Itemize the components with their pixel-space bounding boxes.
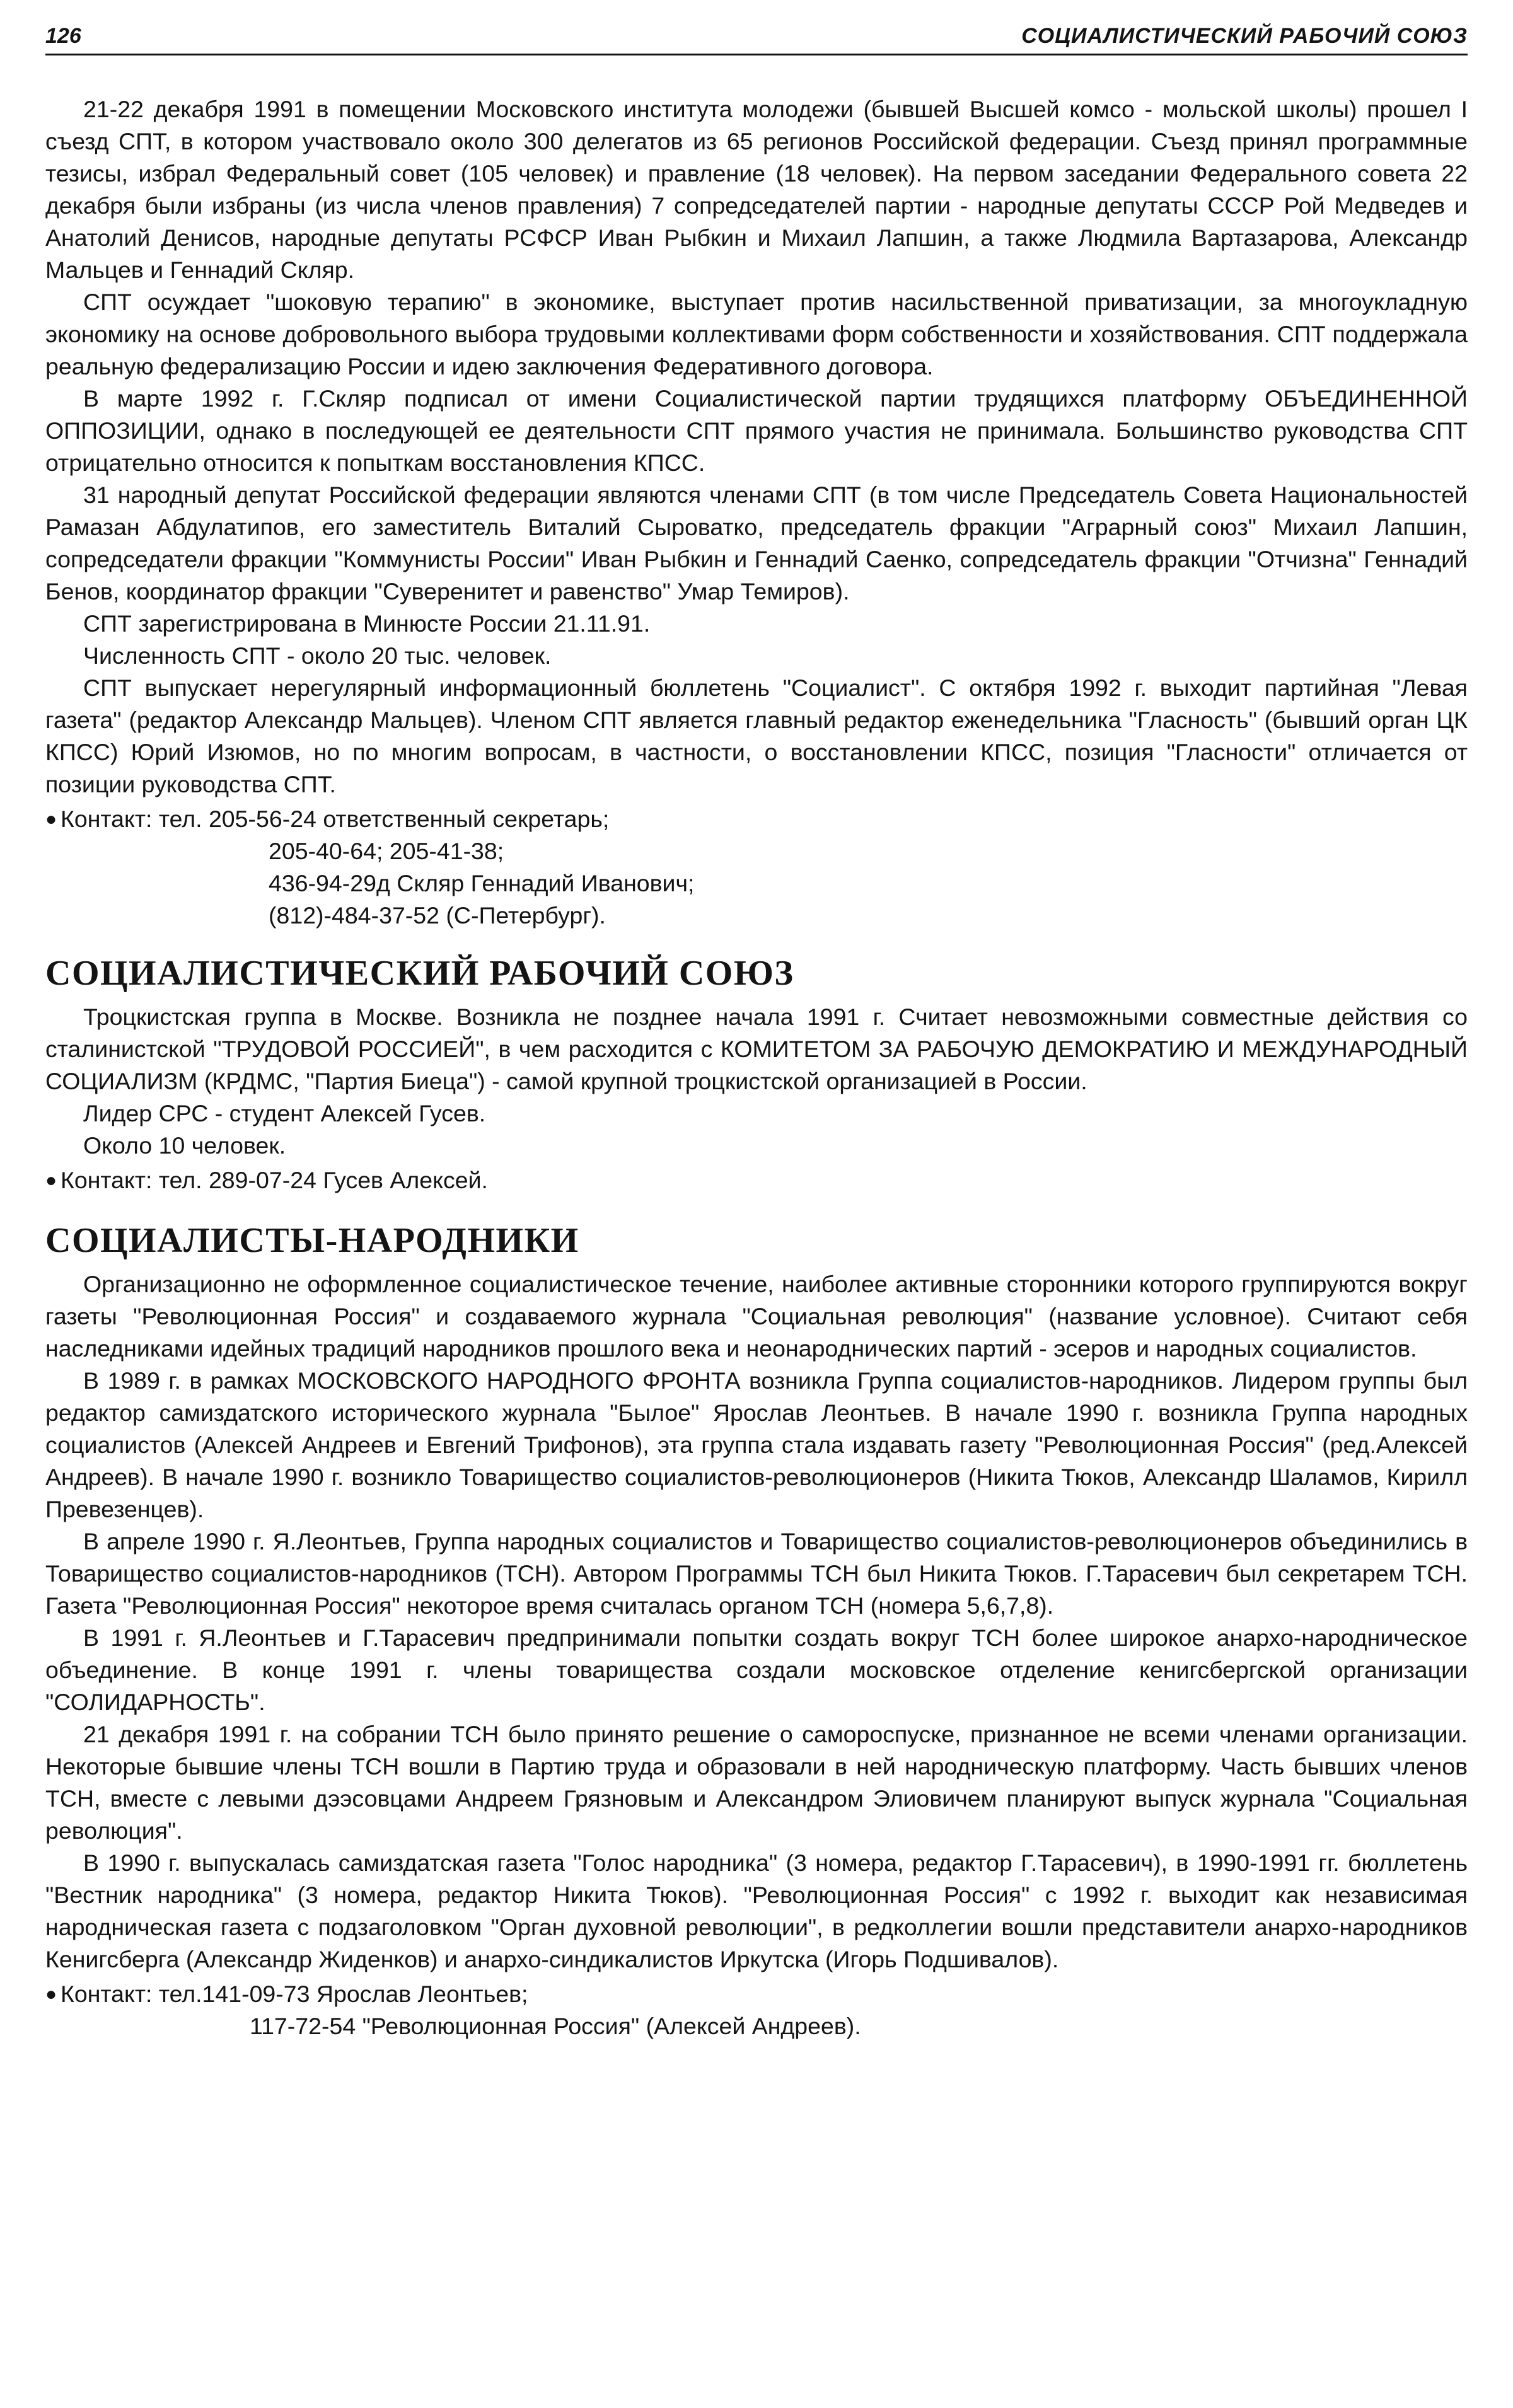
narodniki-paragraph-3: В апреле 1990 г. Я.Леонтьев, Группа народных социалистов и Товарищество социалистов-революционеров объединились в Товарищество социалистов-народников (ТСН). Автором Программы ТСН был Никита Тюков. Г.Тарасевич был секретарем ТСН. Газета "Революционная Россия" некоторое время считалась органом ТСН (номера 5,6,7,8). (45, 1528, 1468, 1619)
srs-article (45, 953, 1468, 1196)
page-content (45, 93, 1468, 2042)
spt-contact (45, 803, 1468, 932)
contact-line: (812)-484-37-52 (С-Петербург). (269, 902, 606, 929)
srs-paragraph-2: Лидер СРС - студент Алексей Гусев. (83, 1100, 486, 1126)
contact-line: 436-94-29д Скляр Геннадий Иванович; (269, 870, 695, 896)
bullet-icon: ● (45, 1170, 57, 1191)
narodniki-paragraph-5: 21 декабря 1991 г. на собрании ТСН было принято решение о самороспуске, признанное не всеми членами организации. Некоторые бывшие члены ТСН вошли в Партию труда и образовали в ней народническую платформу. Часть бывших членов ТСН, вместе с левыми дээсовцами Андреем Грязновым и Александром Элиовичем планируют выпуск журнала "Социальная революция". (45, 1721, 1468, 1844)
running-title: СОЦИАЛИСТИЧЕСКИЙ РАБОЧИЙ СОЮЗ (1021, 24, 1468, 48)
srs-contact (45, 1164, 1468, 1196)
contact-body (61, 1978, 1468, 2042)
spt-paragraph-7: СПТ выпускает нерегулярный информационный бюллетень "Социалист". С октября 1992 г. выходит партийная "Левая газета" (редактор Александр Мальцев). Членом СПТ является главный редактор еженедельника "Гласность" (бывший орган ЦК КПСС) Юрий Изюмов, но по многим вопросам, в частности, о восстановлении КПСС, позиция "Гласности" отличается от позиции руководства СПТ. (45, 674, 1468, 797)
running-head (45, 19, 1468, 55)
spt-paragraph-1: 21-22 декабря 1991 в помещении Московского института молодежи (бывшей Высшей комсо - мольской школы) прошел I съезд СПТ, в котором участвовало около 300 делегатов из 65 регионов Российской федерации. Съезд принял программные тезисы, избрал Федеральный совет (105 человек) и правление (18 человек). На первом заседании Федерального совета 22 декабря были избраны (из числа членов правления) 7 сопредседателей партии - народные депутаты СССР Рой Медведев и Анатолий Денисов, народные депутаты РСФСР Иван Рыбкин и Михаил Лапшин, а также Людмила Вартазарова, Александр Мальцев и Геннадий Скляр. (45, 96, 1468, 283)
narodniki-article (45, 1220, 1468, 2042)
section-title-srs: СОЦИАЛИСТИЧЕСКИЙ РАБОЧИЙ СОЮЗ (45, 954, 794, 993)
contact-line: 205-40-64; 205-41-38; (269, 838, 504, 864)
narodniki-paragraph-6: В 1990 г. выпускалась самиздатская газета "Голос народника" (3 номера, редактор Г.Тарасевич), в 1990-1991 гг. бюллетень "Вестник народника" (3 номера, редактор Никита Тюков). "Революционная Россия" с 1992 г. выходит как независимая народническая газета с подзаголовком "Орган духовной революции", в редколлегии вошли представители анархо-народников Кенигсберга (Александр Жиденков) и анархо-синдикалистов Иркутска (Игорь Подшивалов). (45, 1849, 1468, 1972)
srs-paragraph-1: Троцкистская группа в Москве. Возникла не позднее начала 1991 г. Считает невозможными совместные действия со сталинистской "ТРУДОВОЙ РОССИЕЙ", в чем расходится с КОМИТЕТОМ ЗА РАБОЧУЮ ДЕМОКРАТИЮ И МЕЖДУНАРОДНЫЙ СОЦИАЛИЗМ (КРДМС, "Партия Биеца") - самой крупной троцкистской организацией в России. (45, 1004, 1468, 1094)
contact-body (61, 803, 1468, 932)
contact-body (61, 1164, 1468, 1196)
contact-line: Контакт: тел. 205-56-24 ответственный секретарь; (61, 806, 610, 832)
narodniki-contact (45, 1978, 1468, 2042)
spt-paragraph-6: Численность СПТ - около 20 тыс. человек. (83, 642, 552, 669)
spt-paragraph-3: В марте 1992 г. Г.Скляр подписал от имени Социалистической партии трудящихся платформу ОБЪЕДИНЕННОЙ ОППОЗИЦИИ, однако в последующей ее деятельности СПТ прямого участия не принимала. Большинство руководства СПТ отрицательно относится к попыткам восстановления КПСС. (45, 385, 1468, 476)
contact-line: 117-72-54 "Революционная Россия" (Алексей Андреев). (250, 2013, 861, 2039)
page (45, 19, 1468, 2042)
spt-paragraph-2: СПТ осуждает "шоковую терапию" в экономике, выступает против насильственной приватизации, за многоукладную экономику на основе добровольного выбора трудовыми коллективами форм собственности и хозяйствования. СПТ поддержала реальную федерализацию России и идею заключения Федеративного договора. (45, 289, 1468, 379)
narodniki-paragraph-4: В 1991 г. Я.Леонтьев и Г.Тарасевич предпринимали попытки создать вокруг ТСН более широкое анархо-народническое объединение. В конце 1991 г. члены товарищества создали московское отделение кенигсбергской организации "СОЛИДАРНОСТЬ". (45, 1624, 1468, 1715)
contact-line: Контакт: тел. 289-07-24 Гусев Алексей. (61, 1167, 488, 1193)
spt-paragraph-5: СПТ зарегистрирована в Минюсте России 21.11.91. (83, 610, 651, 637)
narodniki-paragraph-1: Организационно не оформленное социалистическое течение, наиболее активные сторонники которого группируются вокруг газеты "Революционная Россия" и создаваемого журнала "Социальная революция" (название условное). Считают себя наследниками идейных традиций народников прошлого века и неонароднических партий - эсеров и народных социалистов. (45, 1271, 1468, 1362)
contact-line: Контакт: тел.141-09-73 Ярослав Леонтьев; (61, 1981, 528, 2007)
bullet-icon: ● (45, 809, 57, 830)
page-number: 126 (45, 24, 81, 48)
spt-article (45, 93, 1468, 932)
narodniki-paragraph-2: В 1989 г. в рамках МОСКОВСКОГО НАРОДНОГО ФРОНТА возникла Группа социалистов-народников. Лидером группы был редактор самиздатского исторического журнала "Былое" Ярослав Леонтьев. В начале 1990 г. возникла Группа народных социалистов (Алексей Андреев и Евгений Трифонов), эта группа стала издавать газету "Революционная Россия" (ред.Алексей Андреев). В начале 1990 г. возникло Товарищество социалистов-революционеров (Никита Тюков, Александр Шаламов, Кирилл Превезенцев). (45, 1367, 1468, 1522)
bullet-icon: ● (45, 1984, 57, 2005)
srs-paragraph-3: Около 10 человек. (83, 1132, 286, 1159)
section-title-narodniki: СОЦИАЛИСТЫ-НАРОДНИКИ (45, 1221, 579, 1260)
spt-paragraph-4: 31 народный депутат Российской федерации являются членами СПТ (в том числе Председатель Совета Национальностей Рамазан Абдулатипов, его заместитель Виталий Сыроватко, председатель фракции "Аграрный союз" Михаил Лапшин, сопредседатели фракции "Коммунисты России" Иван Рыбкин и Геннадий Саенко, сопредседатель фракции "Отчизна" Геннадий Бенов, координатор фракции "Суверенитет и равенство" Умар Темиров). (45, 482, 1468, 605)
